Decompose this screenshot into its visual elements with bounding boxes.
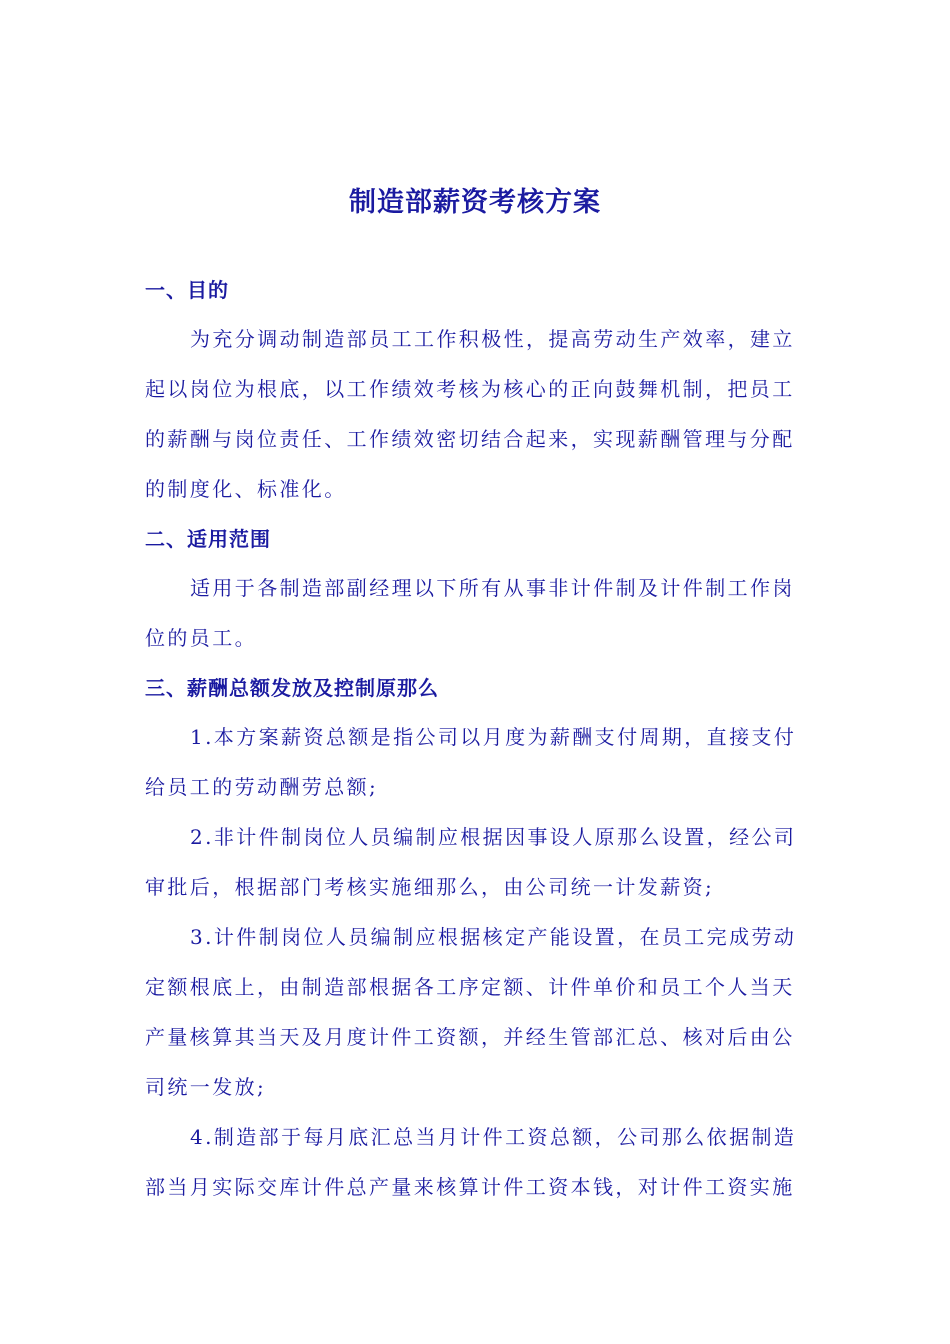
document-title: 制造部薪资考核方案: [349, 187, 601, 218]
paragraph-line: 适用于各制造部副经理以下所有从事非计件制及计件制工作岗: [190, 576, 795, 600]
paragraph-line: 为充分调动制造部员工工作积极性，提高劳动生产效率，建立: [190, 327, 795, 351]
list-item-line: 产量核算其当天及月度计件工资额，并经生管部汇总、核对后由公: [145, 1025, 795, 1049]
section-heading-purpose: 一、目的: [145, 278, 229, 302]
list-item-line: 2.非计件制岗位人员编制应根据因事设人原那么设置，经公司: [190, 825, 797, 849]
paragraph-line: 的制度化、标准化。: [145, 477, 347, 501]
list-item-line: 部当月实际交库计件总产量来核算计件工资本钱，对计件工资实施: [145, 1175, 795, 1199]
list-item-line: 1.本方案薪资总额是指公司以月度为薪酬支付周期，直接支付: [190, 725, 797, 749]
list-item-line: 4.制造部于每月底汇总当月计件工资总额，公司那么依据制造: [190, 1125, 797, 1149]
list-item-line: 定额根底上，由制造部根据各工序定额、计件单价和员工个人当天: [145, 975, 795, 999]
paragraph-line: 起以岗位为根底，以工作绩效考核为核心的正向鼓舞机制，把员工: [145, 377, 795, 401]
list-item-line: 3.计件制岗位人员编制应根据核定产能设置，在员工完成劳动: [190, 925, 797, 949]
list-item-line: 给员工的劳动酬劳总额;: [145, 775, 379, 799]
paragraph-line: 的薪酬与岗位责任、工作绩效密切结合起来，实现薪酬管理与分配: [145, 427, 795, 451]
section-heading-scope: 二、适用范围: [145, 527, 271, 551]
list-item-line: 司统一发放;: [145, 1075, 267, 1099]
section-heading-salary-principles: 三、薪酬总额发放及控制原那么: [145, 676, 439, 700]
paragraph-line: 位的员工。: [145, 626, 257, 650]
list-item-line: 审批后，根据部门考核实施细那么，由公司统一计发薪资;: [145, 875, 715, 899]
